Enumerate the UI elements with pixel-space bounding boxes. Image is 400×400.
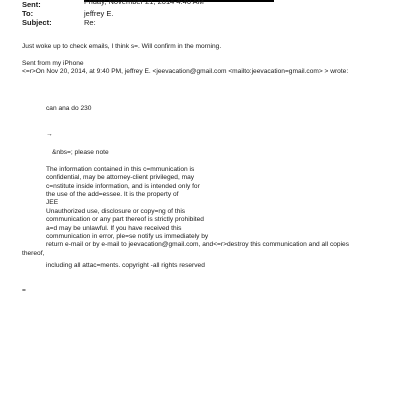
disclaimer-line: confidential, may be attorney-client privileged, may <box>46 174 195 181</box>
quote-header: <=r>On Nov 20, 2014, at 9:40 PM, jeffrey E. <jeevacation@gmail.com <mailto:jeevacation=gmail.com> > wrote: <box>22 68 349 75</box>
disclaimer-line: communication in error, ple=se notify us immediately by <box>46 233 209 240</box>
end-mark: = <box>22 287 26 294</box>
sent-label: Sent: <box>22 0 41 9</box>
to-row <box>22 9 204 18</box>
to-label: To: <box>22 9 34 18</box>
disclaimer-line: return e-mail or by e-mail to jeevacation@gmail.com, and<=r>destroy this communication and all copies <box>46 241 350 248</box>
quoted-message: can ana do 230 <box>46 105 92 112</box>
thereof-text: thereof, <box>22 250 45 257</box>
subject-row <box>22 18 204 27</box>
to-value: jeffrey E. <box>84 9 114 18</box>
disclaimer-line: the use of the add=essee. It is the property of <box>46 191 179 198</box>
disclaimer-line: c=nstitute inside information, and is intended only for <box>46 183 200 190</box>
disclaimer-line: a=d may be unlawful. If you have received this <box>46 225 182 232</box>
disclaimer-line: The information contained in this c=mmunication is <box>46 166 195 173</box>
disclaimer-line: Unauthorized use, disclosure or copy=ng of this <box>46 208 186 215</box>
sent-value: Friday, November 21, 2014 4:40 AM <box>84 0 204 6</box>
arrow-icon: → <box>46 131 53 138</box>
please-note-text: &nbs=; please note <box>52 149 109 156</box>
signature-text: Sent from my iPhone <box>22 60 84 67</box>
subject-value: Re: <box>84 18 96 27</box>
subject-label: Subject: <box>22 18 52 27</box>
intro-text: Just woke up to check emails, I think s=. Will confirm in the morning. <box>22 43 222 50</box>
disclaimer-line: communication or any part thereof is strictly prohibited <box>46 216 204 223</box>
sent-row <box>22 0 204 9</box>
disclaimer-line: JEE <box>46 199 59 206</box>
attachments-text: including all attac=ments. copyright -all rights reserved <box>46 262 205 269</box>
email-header <box>22 0 204 27</box>
